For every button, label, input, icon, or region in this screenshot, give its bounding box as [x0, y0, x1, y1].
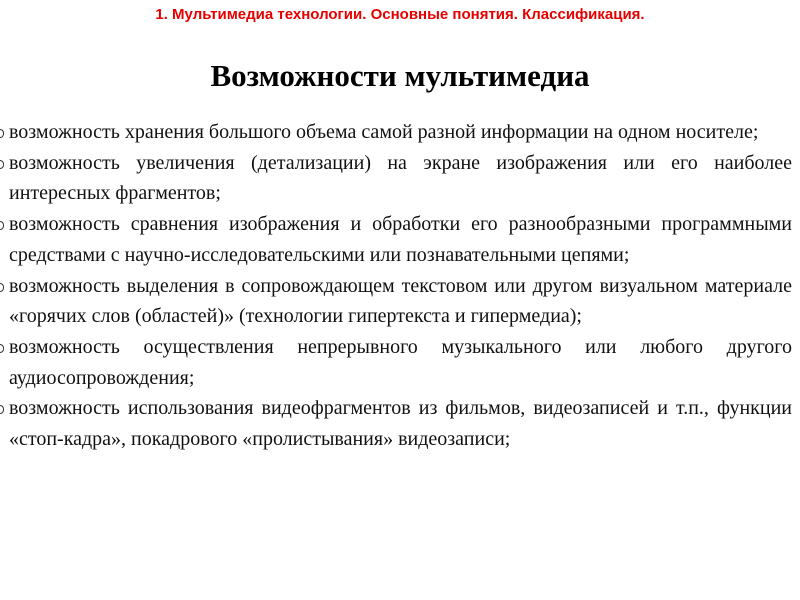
list-item-text: возможность использования видеофрагментов из фильмов, видеозаписей и т.п., функции «стоп-кадра», покадрового «пролистывания» видеозаписи; [9, 397, 792, 451]
bullet-icon [0, 405, 4, 414]
bullet-icon [0, 160, 4, 169]
bullet-list [0, 117, 792, 455]
list-item [0, 148, 792, 209]
list-item [0, 332, 792, 393]
slide-title: Возможности мультимедиа [210, 58, 590, 93]
list-item-text: возможность хранения большого объема самой разной информации на одном носителе; [9, 121, 759, 143]
list-item [0, 271, 792, 332]
bullet-icon [0, 344, 4, 353]
bullet-icon [0, 221, 4, 230]
list-item-text: возможность осуществления непрерывного музыкального или любого другого аудиосопровождения; [9, 335, 792, 389]
list-item [0, 209, 792, 270]
list-item-text: возможность сравнения изображения и обработки его разнообразными программными средствами с научно-исследовательскими или познавательными цепями; [9, 213, 792, 266]
bullet-icon [0, 129, 4, 138]
list-item-text: возможность выделения в сопровождающем текстовом или другом визуальном материале «горячих слов (областей)» (технологии гипертекста и гипермедиа); [9, 274, 792, 328]
list-item [0, 117, 792, 148]
list-item [0, 393, 792, 454]
section-title: 1. Мультимедиа технологии. Основные понятия. Классификация. [155, 6, 645, 23]
list-item-text: возможность увеличения (детализации) на экране изображения или его наиболее интересных фрагментов; [9, 151, 792, 205]
bullet-icon [0, 283, 4, 292]
